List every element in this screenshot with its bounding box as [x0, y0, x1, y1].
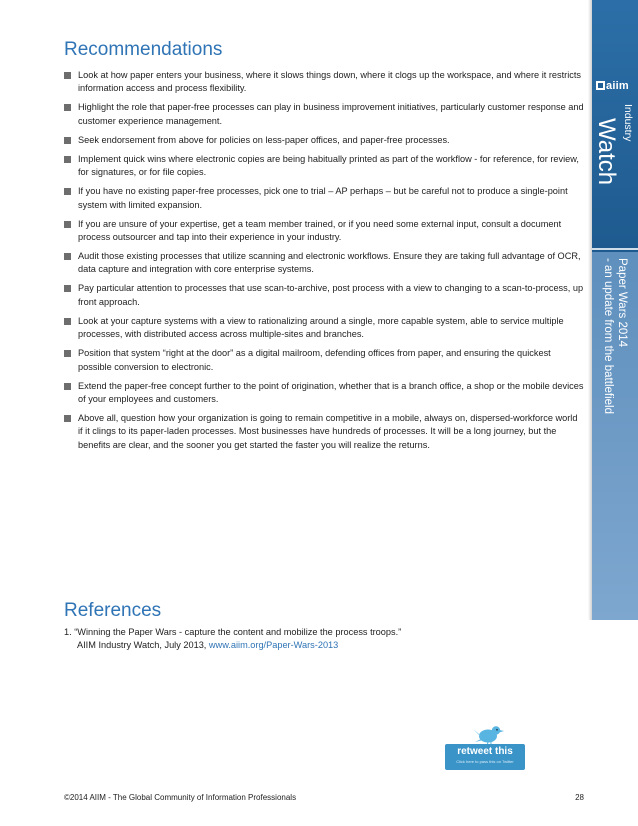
recommendation-text: Pay particular attention to processes that use scan-to-archive, post process with a view to changing to a scan-to-process, up front approach.: [78, 283, 584, 307]
recommendation-item: [64, 282, 584, 309]
industry-watch-sidebar: [592, 0, 638, 620]
recommendation-text: Seek endorsement from above for policies on less-paper offices, and paper-free processes.: [78, 134, 450, 145]
recommendation-text: Look at your capture systems with a view to rationalizing around a single, more capable system, able to service multiple processes, with distributed access across multiple-sites and branches.: [78, 315, 564, 340]
sidebar-watch-label: Watch: [593, 118, 620, 186]
sidebar-divider: [592, 248, 638, 250]
recommendation-item: [64, 218, 584, 245]
recommendation-item: [64, 153, 584, 180]
page-number: 28: [575, 793, 584, 802]
square-bullet-icon: [64, 104, 71, 111]
recommendation-item: [64, 315, 584, 342]
recommendation-text: Implement quick wins where electronic copies are being habitually printed as part of the workflow - for reference, for review, for signatures, or for file copies.: [78, 153, 579, 178]
recommendation-text: Position that system “right at the door” as a digital mailroom, defending offices from paper, and ensuring the quickest possible conversion to electronic.: [78, 348, 551, 372]
recommendation-item: [64, 412, 584, 452]
references-list: [64, 626, 584, 653]
reference-item: [64, 626, 584, 653]
aiim-logo-text: aiim: [606, 80, 629, 92]
recommendation-text: Highlight the role that paper-free processes can play in business improvement initiatives, particularly customer response and customer experience management.: [78, 102, 584, 126]
aiim-logo-icon: [596, 81, 605, 90]
recommendations-heading: Recommendations: [64, 39, 223, 60]
recommendation-item: [64, 380, 584, 407]
retweet-button[interactable]: [445, 722, 525, 770]
sidebar-bottom-panel: [592, 252, 638, 620]
sidebar-report-title: Paper Wars 2014: [616, 258, 628, 348]
recommendation-item: [64, 185, 584, 212]
retweet-label: retweet this: [457, 746, 513, 757]
recommendation-text: Audit those existing processes that utilize scanning and electronic workflows. Ensure they are taking full advantage of OCR, data capture and integration with core enterprise systems.: [78, 251, 581, 275]
square-bullet-icon: [64, 188, 71, 195]
reference-link[interactable]: www.aiim.org/Paper-Wars-2013: [208, 640, 339, 651]
retweet-sublabel: Click here to pass this on Twitter: [456, 759, 514, 764]
square-bullet-icon: [64, 415, 71, 422]
recommendations-list: [64, 69, 584, 458]
recommendation-item: [64, 347, 584, 374]
reference-line-2: [64, 639, 584, 652]
recommendation-item: [64, 250, 584, 277]
square-bullet-icon: [64, 383, 71, 390]
square-bullet-icon: [64, 253, 71, 260]
sidebar-industry-label: Industry: [622, 104, 634, 142]
square-bullet-icon: [64, 350, 71, 357]
page-footer: [64, 793, 584, 802]
reference-line-1: 1. “Winning the Paper Wars - capture the content and mobilize the process troops.”: [64, 627, 402, 637]
square-bullet-icon: [64, 72, 71, 79]
recommendation-item: [64, 134, 584, 147]
recommendation-text: Above all, question how your organization is going to remain competitive in a mobile, always on, dispersed-workforce world if it clings to its paper-laden processes. Most businesses have hundreds of processes. It will be a long journey, but the benefits are clear, and the sooner you get started the faster you will realize the returns.: [78, 413, 578, 450]
reference-source: AIIM Industry Watch, July 2013,: [77, 640, 209, 651]
recommendation-text: Extend the paper-free concept further to the point of origination, whether that is a branch office, a shop or the mobile devices of your employees and customers.: [78, 380, 584, 405]
square-bullet-icon: [64, 221, 71, 228]
recommendation-text: Look at how paper enters your business, where it slows things down, where it clogs up the workspace, and where it restricts information access and process flexibility.: [78, 70, 582, 94]
sidebar-report-subtitle: - an update from the battlefield: [602, 258, 614, 414]
references-heading: References: [64, 600, 162, 621]
square-bullet-icon: [64, 156, 71, 163]
square-bullet-icon: [64, 137, 71, 144]
square-bullet-icon: [64, 285, 71, 292]
recommendation-text: If you are unsure of your expertise, get a team member trained, or if you need some external input, consult a document process outsourcer and tap into their experience in your industry.: [78, 218, 562, 243]
recommendation-item: [64, 101, 584, 128]
recommendation-item: [64, 69, 584, 96]
aiim-logo: [596, 80, 634, 94]
square-bullet-icon: [64, 318, 71, 325]
recommendation-text: If you have no existing paper-free processes, pick one to trial – AP perhaps – but be careful not to produce a single-point system with limited expansion.: [78, 186, 568, 210]
footer-copyright: ©2014 AIIM - The Global Community of Information Professionals: [64, 793, 297, 802]
